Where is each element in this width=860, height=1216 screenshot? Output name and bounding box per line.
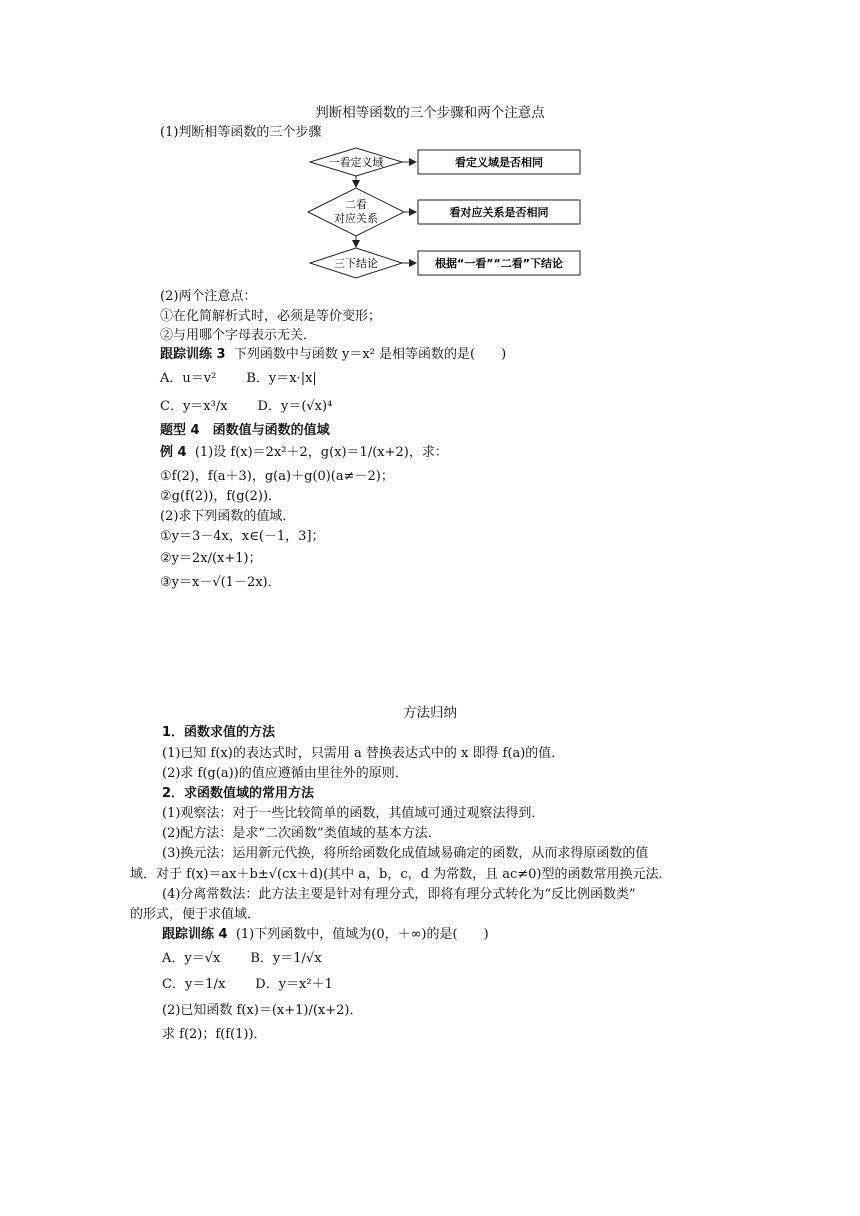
- method-title: 方法归纳: [403, 705, 457, 721]
- steps-label: (1)判断相等函数的三个步骤: [160, 125, 322, 140]
- example-4-part-2-item-2: ②y＝2x/(x+1)；: [160, 551, 262, 566]
- exercise-3-question: 下列函数中与函数 y＝x² 是相等函数的是( ): [233, 347, 507, 362]
- exercise-3-option-d: D．y＝(√x)⁴: [257, 399, 333, 414]
- flowchart-diagram: [306, 146, 586, 282]
- exercise-3-options-cd: [160, 398, 332, 416]
- example-4-label: 例 4: [160, 445, 187, 460]
- exercise-4-option-c: C．y＝1/x: [162, 977, 226, 992]
- exercise-3-option-c: C．y＝x³/x: [160, 399, 228, 414]
- exercise-3-label: 跟踪训练 3: [160, 347, 226, 362]
- exercise-3-options-ab: [160, 370, 317, 388]
- exercise-4-label: 跟踪训练 4: [162, 927, 228, 942]
- exercise-4-options-ab: [162, 950, 322, 968]
- example-4-part-2-item-1: ①y＝3－4x，x∈(－1，3]；: [160, 529, 325, 544]
- method-p6a: (4)分离常数法：此方法主要是针对有理分式，即将有理分式转化为“反比例函数类”: [162, 887, 636, 902]
- method-heading-1: 1．函数求值的方法: [162, 725, 276, 740]
- method-p2: (2)求 f(g(a))的值应遵循由里往外的原则．: [162, 766, 408, 781]
- note-2: ②与用哪个字母表示无关．: [160, 328, 317, 343]
- method-p5b: 域．对于 f(x)＝ax＋b±√(cx＋d)(其中 a，b，c，d 为常数，且 ac≠0)型的函数常用换元法．: [130, 867, 672, 882]
- flow-box-2-text: 看对应关系是否相同: [449, 206, 549, 219]
- exercise-4-part-2-ask: 求 f(2)；f(f(1))．: [162, 1027, 267, 1042]
- exercise-4-option-a: A．y＝√x: [162, 951, 221, 966]
- note-1: ①在化简解析式时，必须是等价变形；: [160, 309, 382, 324]
- flow-box-3-text: 根据“一看”“二看”下结论: [435, 257, 563, 270]
- method-p1: (1)已知 f(x)的表达式时，只需用 a 替换表达式中的 x 即得 f(a)的值．: [162, 746, 565, 761]
- method-p5a: (3)换元法：运用新元代换，将所给函数化成值域易确定的函数，从而求得原函数的值: [162, 846, 649, 861]
- example-4-part-1: [160, 444, 448, 462]
- exercise-3-option-b: B．y＝x·|x|: [246, 371, 317, 386]
- section-title: 判断相等函数的三个步骤和两个注意点: [315, 105, 545, 121]
- exercise-4-option-d: D．y＝x²＋1: [255, 977, 333, 992]
- example-4-part-2: (2)求下列函数的值域．: [160, 509, 296, 524]
- flow-diamond-2-text-1: 二看: [345, 198, 367, 211]
- example-4-part-1-item-1: ①f(2)，f(a＋3)，g(a)＋g(0)(a≠－2)；: [160, 469, 394, 484]
- exercise-4-question-line: [162, 926, 489, 944]
- example-4-part-1-text: (1)设 f(x)＝2x²＋2，g(x)＝1/(x+2)，求：: [194, 445, 448, 460]
- flow-diamond-1-text: 一看定义域: [328, 156, 384, 169]
- method-heading-2: 2．求函数值域的常用方法: [162, 786, 315, 801]
- example-4-part-1-item-2: ②g(f(2))，f(g(2))．: [160, 489, 282, 504]
- notes-label: (2)两个注意点：: [160, 289, 257, 304]
- exercise-3-option-a: A．u＝v²: [160, 371, 217, 386]
- example-4-part-2-item-3: ③y＝x－√(1－2x)．: [160, 575, 281, 590]
- exercise-4-part-2: (2)已知函数 f(x)＝(x+1)/(x+2)．: [162, 1003, 363, 1018]
- exercise-4-question: (1)下列函数中，值域为(0，＋∞)的是( ): [235, 927, 489, 942]
- exercise-4-option-b: B．y＝1/√x: [250, 951, 322, 966]
- exercise-3-question-line: [160, 346, 506, 364]
- method-p4: (2)配方法：是求“二次函数”类值域的基本方法．: [162, 826, 441, 841]
- method-p3: (1)观察法：对于一些比较简单的函数，其值域可通过观察法得到．: [162, 806, 545, 821]
- flow-diamond-2-text-2: 对应关系: [334, 212, 378, 225]
- exercise-4-options-cd: [162, 976, 333, 994]
- type-4-title: 题型 4 函数值与函数的值域: [160, 423, 330, 438]
- flow-diamond-3-text: 三下结论: [334, 257, 378, 270]
- method-p6b: 的形式，便于求值域．: [130, 907, 261, 922]
- flow-box-1-text: 看定义域是否相同: [455, 156, 543, 169]
